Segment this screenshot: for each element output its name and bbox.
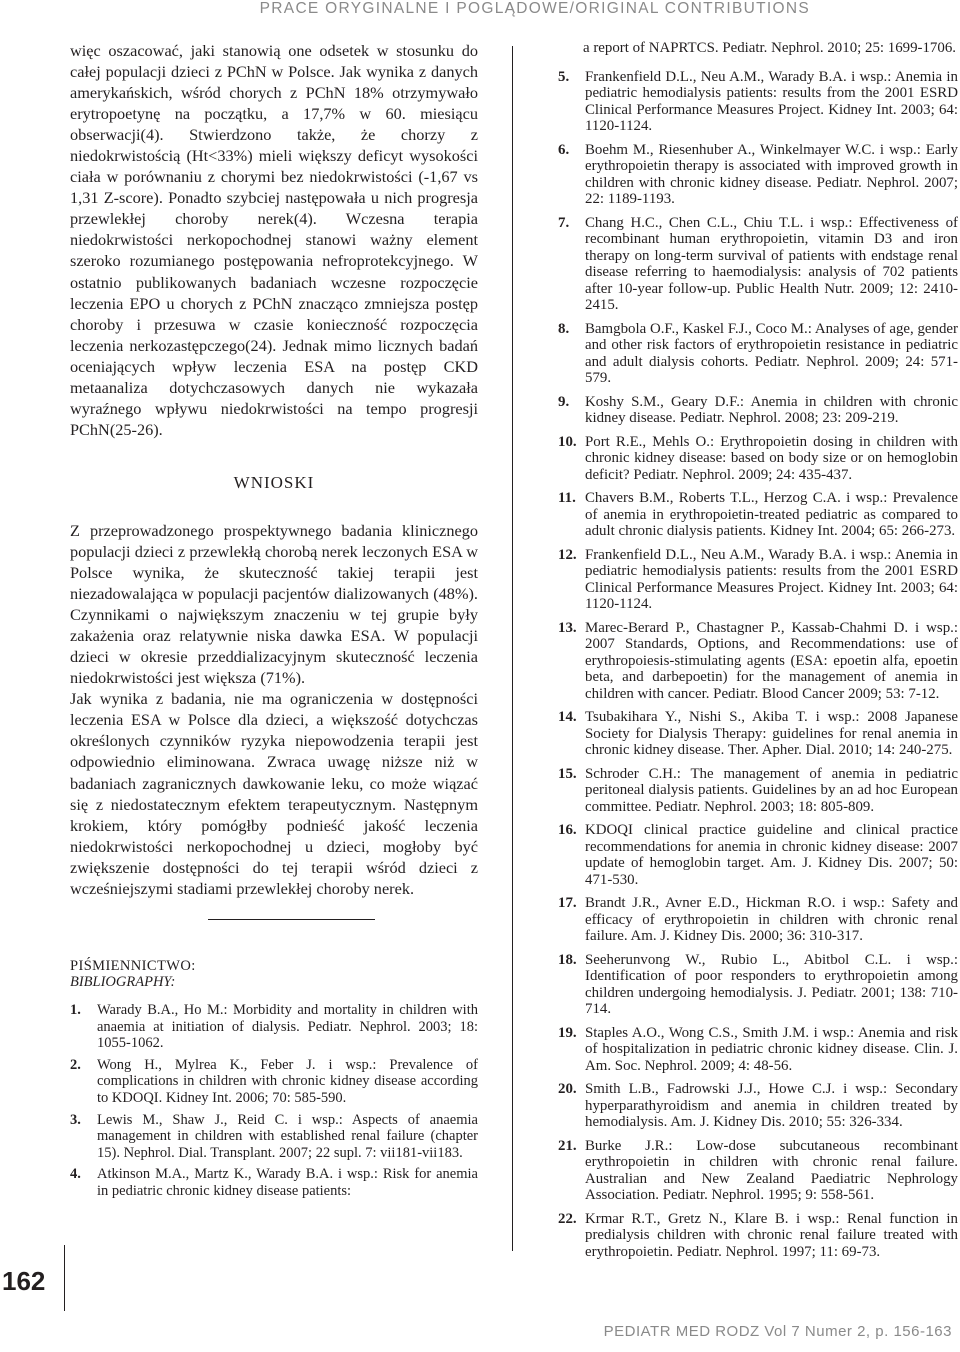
- reference-item: [558, 766, 958, 816]
- reference-number: 13.: [558, 619, 577, 636]
- reference-item: [558, 952, 958, 1018]
- reference-text: Krmar R.T., Gretz N., Klare B. i wsp.: Renal function in predialysis children with chronic renal failure treated with erythropoietin. Pediatr. Nephrol. 1997; 11: 69-73.: [585, 1210, 958, 1260]
- reference-text: Atkinson M.A., Martz K., Warady B.A. i wsp.: Risk for anemia in pediatric chronic kidney disease patients:: [97, 1166, 478, 1199]
- journal-footer: PEDIATR MED RODZ Vol 7 Numer 2, p. 156-163: [603, 1323, 952, 1340]
- reference-text: Marec-Berard P., Chastagner P., Kassab-Chahmi D. i wsp.: 2007 Standards, Options, and Recommendations: use of erythropoiesis-stimulating agents (ESA: epoetin alfa, epoetin beta, and darbepoetin) for the management of anemia in children with cancer. Pediatr. Blood Cancer 2009; 53: 7-12.: [585, 619, 958, 702]
- reference-item: [558, 490, 958, 540]
- reference-text: Chavers B.M., Roberts T.L., Herzog C.A. i wsp.: Prevalence of anemia in erythropoietin-treated pediatric as compared to adult chronic dialysis patients. Kidney Int. 2004; 65: 266-273.: [585, 490, 958, 539]
- reference-4-continuation: a report of NAPRTCS. Pediatr. Nephrol. 2010; 25: 1699-1706.: [583, 40, 956, 56]
- left-column: [70, 40, 478, 1205]
- reference-text: Schroder C.H.: The management of anemia in pediatric peritoneal dialysis patients. Guidelines by an ad hoc European committee. Pediatr. Nephrol. 2003; 18: 805-809.: [585, 765, 958, 815]
- reference-item: [558, 142, 958, 208]
- body-paragraph-1: więc oszacować, jaki stanowią one odsetek w stosunku do całej populacji dzieci z PChN w Polsce. Jak wynika z danych amerykańskich, wśród chorych z PChN 18% otrzymywało erytropoetynę na początku, a 17,7% w 60. miesiącu obserwacji(4). Stwierdzono także, że chorzy z niedokrwistością (Ht<33%) mieli większy deficyt wysokości ciała w porównaniu z chorymi bez niedokrwistości (-1,67 vs 1,31 Z-score). Ponadto szybciej następowała u nich progresja przewlekłej choroby nerek(4). Wczesna terapia niedokrwistości nerkopochodnej stanowi ważny element szeroko rozumianego postępowania nefroprotekcyjnego. W ostatnio publikowanych badaniach wczesne rozpoczęcie leczenia EPO u chorych z PChN znacząco zmniejsza postęp choroby i przesuwa w czasie konieczność rozpoczęcia leczenia nerkozastępczego(24). Jednak mimo licznych badań oceniających wpływ leczenia ESA na postęp CKD metaanaliza dotychczasowych danych nie wykazała wyraźnego wpływu niedokrwistości na tempo progresji PChN(25-26).: [70, 41, 478, 439]
- reference-text: Port R.E., Mehls O.: Erythropoietin dosing in children with chronic kidney disease: based on body size or on hemoglobin deficit? Pediatr. Nephrol. 2009; 24: 435-437.: [585, 433, 958, 483]
- reference-item: [70, 1057, 478, 1107]
- section-divider: [208, 919, 375, 920]
- reference-text: Boehm M., Riesenhuber A., Winkelmayer W.C. i wsp.: Early erythropoietin therapy is associated with improved growth in children with chronic kidney disease. Pediatr. Nephrol. 2007; 22: 1189-1193.: [585, 141, 958, 207]
- conclusions-heading: WNIOSKI: [233, 472, 315, 492]
- reference-text: Smith L.B., Fadrowski J.J., Howe C.J. i wsp.: Secondary hyperparathyroidism and anemia in children treated by hemodialysis. Am. J. Kidney Dis. 2010; 55: 326-334.: [585, 1081, 958, 1130]
- reference-text: Tsubakihara Y., Nishi S., Akiba T. i wsp.: 2008 Japanese Society for Dialysis Therapy: guidelines for renal anemia in chronic kidney disease. Ther. Apher. Dial. 2010; 14: 240-275.: [585, 709, 958, 758]
- reference-item: [558, 321, 958, 387]
- reference-item: [558, 1081, 958, 1131]
- reference-text: Frankenfield D.L., Neu A.M., Warady B.A. i wsp.: Anemia in pediatric hemodialysis patients: results from the 2001 ESRD Clinical Performance Measures Project. Kidney Int. 2003; 64: 1120-1124.: [585, 68, 958, 134]
- reference-number: 15.: [558, 765, 577, 782]
- column-divider: [512, 46, 513, 1251]
- reference-text: Bamgbola O.F., Kaskel F.J., Coco M.: Analyses of age, gender and other risk factors of erythropoietin resistance in pediatric and adult dialysis cohorts. Pediatr. Nephrol. 2009; 24: 571-579.: [585, 320, 958, 386]
- reference-item: [558, 215, 958, 314]
- reference-number: 1.: [70, 1001, 81, 1018]
- body-paragraph-3: Jak wynika z badania, nie ma ograniczenia w dostępności leczenia ESA w Polsce dla dzieci, a większość dotychczas określonych czynników ryzyka niepowodzenia terapii jest odpowiednio eliminowana. Zwraca uwagę niższe niż w badaniach zagranicznych dawkowanie leku, co może wiązać się z niedostatecznym efektem terapeutycznym. Następnym krokiem, który pomógłby podnieść jakość leczenia niedokrwistości nerkopochodnej u dzieci, mogłoby być zwiększenie dostępności do tej terapii wśród dzieci z wcześniejszymi stadiami przewlekłej choroby nerek.: [70, 689, 478, 898]
- body-paragraph-2: Z przeprowadzonego prospektywnego badania klinicznego populacji dzieci z przewlekłą chorobą nerek leczonych ESA w Polsce wynika, że skuteczność takiej terapii jest niezadowalająca w populacji pacjentów dializowanych (48%). Czynnikami o największym znaczeniu w tej grupie były zakażenia oraz relatywnie niska dawka ESA. W populacji dzieci w okresie przeddializacyjnym skuteczność leczenia niedokrwistości jest większa (71%).: [70, 520, 478, 688]
- running-header: PRACE ORYGINALNE I POGLĄDOWE/ORIGINAL CONTRIBUTIONS: [259, 0, 810, 17]
- reference-item: [558, 620, 958, 703]
- reference-text: Brandt J.R., Avner E.D., Hickman R.O. i wsp.: Safety and efficacy of erythropoietin in children with chronic renal failure. Am. J. Kidney Dis. 2000; 36: 310-317.: [585, 895, 958, 944]
- reference-item: [70, 1002, 478, 1052]
- reference-item: [70, 1166, 478, 1199]
- reference-number: 5.: [558, 68, 570, 85]
- reference-item: [558, 895, 958, 945]
- reference-number: 6.: [558, 141, 570, 158]
- reference-item: [558, 1025, 958, 1075]
- reference-number: 18.: [558, 951, 577, 968]
- reference-list-left: [70, 1002, 478, 1200]
- reference-number: 22.: [558, 1210, 577, 1227]
- reference-text: Koshy S.M., Geary D.F.: Anemia in children with chronic kidney disease. Pediatr. Nephrol. 2008; 23: 209-219.: [585, 393, 958, 426]
- reference-number: 16.: [558, 822, 577, 838]
- reference-number: 9.: [558, 393, 570, 410]
- reference-item: [558, 822, 958, 888]
- reference-number: 11.: [558, 490, 576, 506]
- reference-number: 21.: [558, 1137, 577, 1154]
- reference-text: Wong H., Mylrea K., Feber J. i wsp.: Prevalence of complications in children with chronic kidney disease according to KDOQI. Kidney Int. 2006; 70: 585-590.: [97, 1056, 478, 1106]
- bibliography: [70, 958, 478, 1200]
- reference-number: 17.: [558, 895, 577, 911]
- reference-number: 2.: [70, 1056, 81, 1073]
- reference-number: 14.: [558, 709, 577, 725]
- reference-number: 4.: [70, 1166, 81, 1183]
- bibliography-subtitle: BIBLIOGRAPHY:: [70, 974, 176, 991]
- right-column: [558, 40, 958, 1267]
- reference-item: [558, 394, 958, 427]
- bibliography-title: PIŚMIENNICTWO:: [70, 957, 196, 974]
- reference-item: [558, 709, 958, 759]
- reference-number: 8.: [558, 320, 570, 337]
- reference-text: Chang H.C., Chen C.L., Chiu T.L. i wsp.: Effectiveness of recombinant human erythropoietin, vitamin D3 and iron therapy on long-term survival of patients with endstage renal disease referring to haemodialysis: analysis of 702 patients after 10-year follow-up. Public Health Nutr. 2009; 12: 2410-2415.: [585, 214, 958, 313]
- reference-number: 20.: [558, 1081, 577, 1097]
- reference-item: [70, 1112, 478, 1162]
- reference-text: Frankenfield D.L., Neu A.M., Warady B.A. i wsp.: Anemia in pediatric hemodialysis patients: results from the 2001 ESRD Clinical Performance Measures Project. Kidney Int. 2003; 64: 1120-1124.: [585, 546, 958, 612]
- reference-number: 19.: [558, 1024, 577, 1041]
- reference-text: Burke J.R.: Low-dose subcutaneous recombinant erythropoietin in children with chronic renal failure. Australian and New Zealand Paediatric Nephrology Association. Pediatr. Nephrol. 1995; 9: 558-561.: [585, 1137, 958, 1203]
- reference-text: KDOQI clinical practice guideline and clinical practice recommendations for anemia in chronic kidney disease: 2007 update of hemoglobin target. Am. J. Kidney Dis. 2007; 50: 471-530.: [585, 822, 958, 888]
- reference-item: [558, 434, 958, 484]
- reference-list-right: [558, 69, 958, 1261]
- reference-item: [558, 1211, 958, 1261]
- reference-text: Staples A.O., Wong C.S., Smith J.M. i wsp.: Anemia and risk of hospitalization in pediatric chronic kidney disease. Clin. J. Am. Soc. Nephrol. 2009; 4: 48-56.: [585, 1024, 958, 1074]
- reference-number: 12.: [558, 546, 577, 563]
- reference-item: [558, 547, 958, 613]
- reference-item: [558, 69, 958, 135]
- page-number-divider: [64, 1245, 65, 1311]
- reference-number: 3.: [70, 1111, 81, 1128]
- reference-item: [558, 1138, 958, 1204]
- reference-number: 10.: [558, 433, 577, 450]
- reference-number: 7.: [558, 214, 570, 231]
- page-number: 162: [2, 1266, 46, 1296]
- reference-text: Lewis M., Shaw J., Reid C. i wsp.: Aspects of anaemia management in children with established renal failure (chapter 15). Nephrol. Dial. Transplant. 2007; 22 supl. 7: vii181-vii183.: [97, 1111, 478, 1161]
- reference-text: Warady B.A., Ho M.: Morbidity and mortality in children with anaemia at initiation of dialysis. Pediatr. Nephrol. 2003; 18: 1055-1062.: [97, 1001, 478, 1052]
- reference-text: Seeherunvong W., Rubio L., Abitbol C.L. i wsp.: Identification of poor responders to erythropoietin among children undergoing hemodialysis. J. Pediatr. 2001; 138: 710-714.: [585, 951, 958, 1017]
